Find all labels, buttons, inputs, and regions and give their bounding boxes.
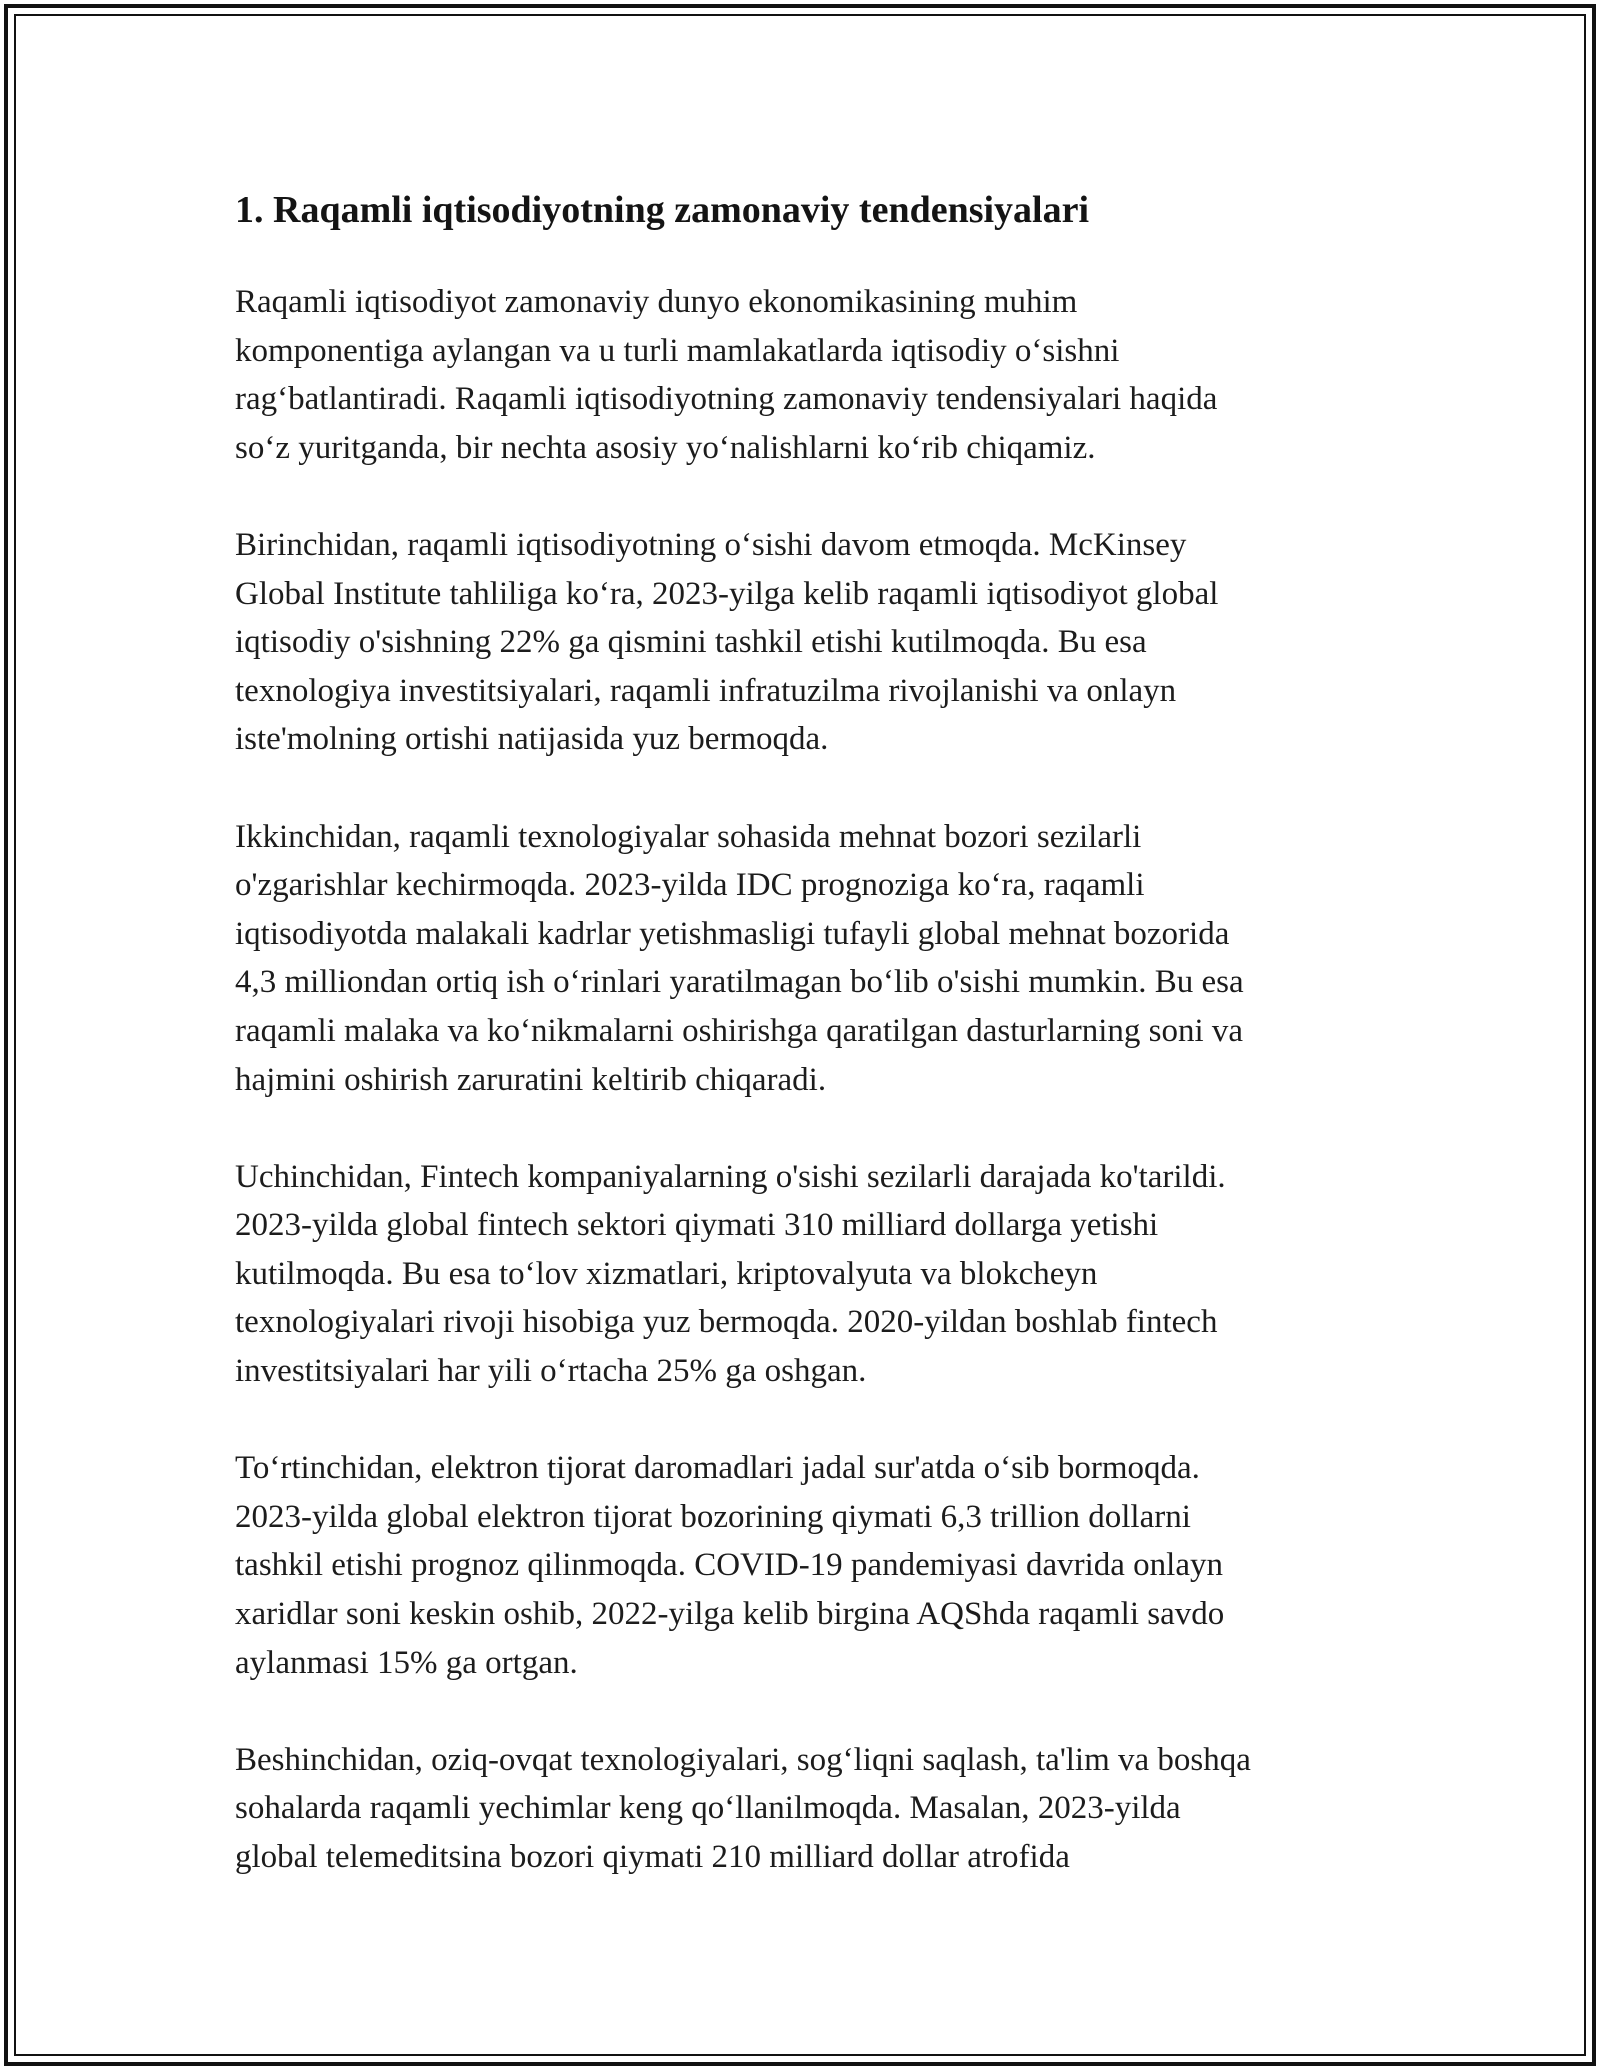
text-line: texnologiyalari rivoji hisobiga yuz bermoqda. 2020-yildan boshlab fintech: [235, 1304, 1218, 1341]
text-line: hajmini oshirish zaruratini keltirib chiqaradi.: [235, 1061, 827, 1098]
text-line: sohalarda raqamli yechimlar keng qoʻllanilmoqda. Masalan, 2023-yilda: [235, 1790, 1181, 1827]
paragraph-first: [235, 521, 1375, 764]
text-line: investitsiyalari har yili oʻrtacha 25% ga oshgan.: [235, 1353, 867, 1390]
paragraph-third: [235, 1153, 1375, 1396]
text-line: Raqamli iqtisodiyot zamonaviy dunyo ekonomikasining muhim: [235, 284, 1078, 320]
text-line: soʻz yuritganda, bir nechta asosiy yoʻnalishlarni koʻrib chiqamiz.: [235, 429, 1096, 466]
text-line: 4,3 milliondan ortiq ish oʻrinlari yaratilmagan boʻlib o'sishi mumkin. Bu esa: [235, 964, 1244, 1001]
text-line: o'zgarishlar kechirmoqda. 2023-yilda IDC prognoziga koʻra, raqamli: [235, 867, 1145, 904]
text-line: tashkil etishi prognoz qilinmoqda. COVID-19 pandemiyasi davrida onlayn: [235, 1547, 1223, 1584]
text-line: Global Institute tahliliga koʻra, 2023-yilga kelib raqamli iqtisodiyot global: [235, 575, 1219, 612]
text-line: iste'molning ortishi natijasida yuz bermoqda.: [235, 721, 829, 758]
text-line: aylanmasi 15% ga ortgan.: [235, 1644, 578, 1681]
paragraph-fourth: [235, 1444, 1375, 1687]
paragraph-intro: [235, 278, 1375, 472]
text-line: 2023-yilda global elektron tijorat bozorining qiymati 6,3 trillion dollarni: [235, 1498, 1191, 1535]
text-line: Uchinchidan, Fintech kompaniyalarning o'sishi sezilarli darajada ko'tarildi.: [235, 1158, 1226, 1195]
text-line: iqtisodiy o'sishning 22% ga qismini tashkil etishi kutilmoqda. Bu esa: [235, 624, 1147, 661]
text-line: Birinchidan, raqamli iqtisodiyotning oʻsishi davom etmoqda. McKinsey: [235, 526, 1187, 563]
text-line: xaridlar soni keskin oshib, 2022-yilga kelib birgina AQShda raqamli savdo: [235, 1596, 1225, 1633]
text-line: kutilmoqda. Bu esa toʻlov xizmatlari, kriptovalyuta va blokcheyn: [235, 1255, 1098, 1292]
text-line: Beshinchidan, oziq-ovqat texnologiyalari, sogʻliqni saqlash, ta'lim va boshqa: [235, 1741, 1251, 1778]
paragraph-second: [235, 813, 1375, 1105]
text-line: iqtisodiyotda malakali kadrlar yetishmasligi tufayli global mehnat bozorida: [235, 915, 1230, 952]
text-line: texnologiya investitsiyalari, raqamli infratuzilma rivojlanishi va onlayn: [235, 672, 1177, 709]
paragraph-fifth: [235, 1736, 1375, 1882]
text-line: ragʻbatlantiradi. Raqamli iqtisodiyotning zamonaviy tendensiyalari haqida: [235, 381, 1218, 418]
document-body: [235, 186, 1375, 1882]
text-line: komponentiga aylangan va u turli mamlakatlarda iqtisodiy oʻsishni: [235, 332, 1120, 369]
text-line: raqamli malaka va koʻnikmalarni oshirishga qaratilgan dasturlarning soni va: [235, 1012, 1244, 1049]
text-line: 2023-yilda global fintech sektori qiymati 310 milliard dollarga yetishi: [235, 1207, 1159, 1244]
text-line: Toʻrtinchidan, elektron tijorat daromadlari jadal sur'atda oʻsib bormoqda.: [235, 1450, 1200, 1487]
text-line: global telemeditsina bozori qiymati 210 milliard dollar atrofida: [235, 1839, 1070, 1875]
text-line: Ikkinchidan, raqamli texnologiyalar sohasida mehnat bozori sezilarli: [235, 818, 1142, 855]
section-title: 1. Raqamli iqtisodiyotning zamonaviy tendensiyalari: [235, 189, 1090, 231]
